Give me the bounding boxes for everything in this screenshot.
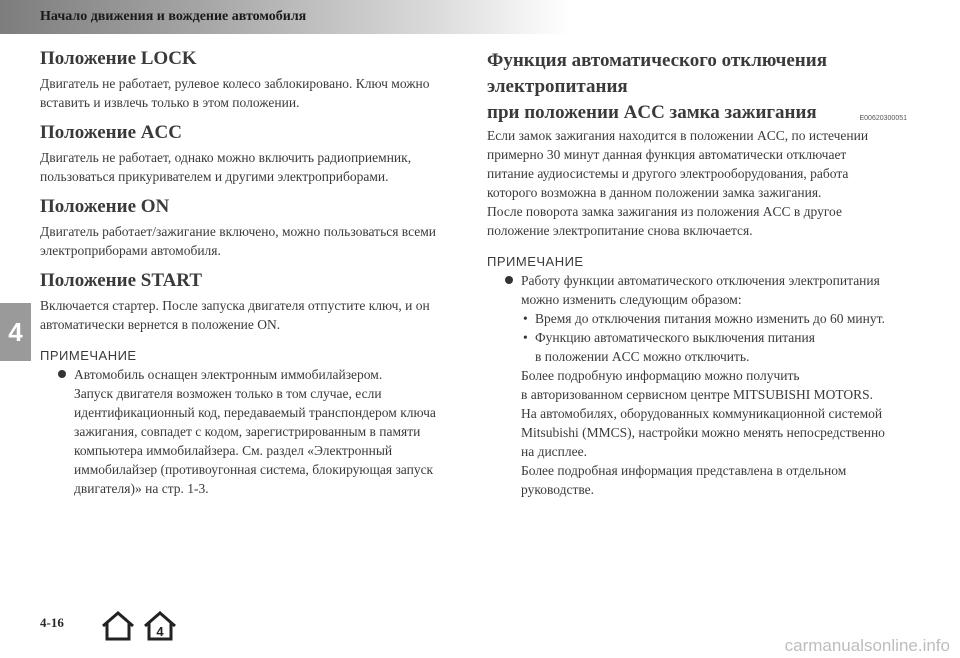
header-title: Начало движения и вождение автомобиля	[40, 9, 307, 24]
section-line: Двигатель не работает, рулевое колесо заблокировано. Ключ можно	[40, 76, 430, 91]
body-line: питание аудиосистемы и другого электрооборудования, работа	[487, 166, 849, 181]
note-line: можно изменить следующим образом:	[521, 292, 742, 307]
header-band	[0, 0, 570, 34]
section-line: Двигатель не работает, однако можно включить радиоприемник,	[40, 150, 412, 165]
note-line: двигателя)» на стр. 1-3.	[74, 481, 209, 496]
body-line: Если замок зажигания находится в положении ACC, по истечении	[487, 128, 869, 143]
note-line: компьютера иммобилайзера. См. раздел «Электронный	[74, 443, 393, 458]
note-label: ПРИМЕЧАНИЕ	[487, 254, 584, 269]
section-lock	[40, 48, 460, 112]
home-chapter-label: 4	[156, 624, 164, 639]
note-line: Более подробную информацию можно получить	[521, 368, 800, 383]
section-line: автоматически вернется в положение ON.	[40, 317, 281, 332]
home-outline-icon[interactable]	[100, 610, 136, 642]
section-line: Включается стартер. После запуска двигателя отпустите ключ, и он	[40, 298, 430, 313]
chapter-number: 4	[8, 316, 23, 347]
chapter-tab	[0, 303, 31, 361]
note-line: На автомобилях, оборудованных коммуникационной системой	[521, 406, 883, 421]
note-line: зажигания, совпадет с кодом, зарегистрированным в памяти	[74, 424, 421, 439]
watermark: carmanualsonline.info	[784, 636, 950, 655]
note-line: на дисплее.	[521, 444, 587, 459]
section-line: Двигатель работает/зажигание включено, можно пользоваться всеми	[40, 224, 437, 239]
section-title-on: Положение ON	[40, 196, 170, 217]
page-number: 4-16	[40, 615, 64, 630]
section-line: электроприборами автомобиля.	[40, 243, 221, 258]
section-line: пользоваться прикуривателем и другими электроприборами.	[40, 169, 389, 184]
body-line: которого возможна в данном положении замка зажигания.	[487, 185, 822, 200]
body-line: положение электропитание снова включается.	[487, 223, 753, 238]
sub-bullet-line: в положении ACC можно отключить.	[535, 349, 750, 364]
sub-bullet-item: • Функцию автоматического выключения питания	[487, 328, 907, 347]
nav-icons	[100, 610, 178, 642]
right-title-row	[487, 100, 907, 126]
note-line: идентификационный код, передаваемый транспондером ключа	[74, 405, 436, 420]
right-title-line-1: Функция автоматического отключения электропитания	[487, 50, 827, 97]
home-chapter-4-icon[interactable]	[142, 610, 178, 642]
doc-code: E00620300051	[859, 115, 907, 122]
section-acc	[40, 122, 460, 186]
right-column	[487, 48, 907, 499]
note-bullet-item: Работу функции автоматического отключения электропитания	[487, 271, 907, 290]
note-bullet-item: Автомобиль оснащен электронным иммобилайзером.	[40, 365, 460, 384]
body-line: примерно 30 минут данная функция автоматически отключает	[487, 147, 847, 162]
body-line: После поворота замка зажигания из положения ACC в другое	[487, 204, 842, 219]
sub-bullet-item: • Время до отключения питания можно изменить до 60 минут.	[487, 309, 907, 328]
section-start	[40, 270, 460, 334]
right-title-line-2: при положении ACC замка зажигания	[487, 102, 817, 123]
note-line: Запуск двигателя возможен только в том случае, если	[74, 386, 382, 401]
section-title-start: Положение START	[40, 270, 203, 291]
section-title-acc: Положение ACC	[40, 122, 182, 143]
note-line: Mitsubishi (MMCS), настройки можно менять непосредственно	[521, 425, 885, 440]
note-line: в авторизованном сервисном центре MITSUBISHI MOTORS.	[521, 387, 874, 402]
note-line: иммобилайзер (противоугонная система, блокирующая запуск	[74, 462, 434, 477]
section-line: вставить и извлечь только в этом положении.	[40, 95, 300, 110]
left-column	[40, 48, 460, 498]
section-on	[40, 196, 460, 260]
note-line: Более подробная информация представлена в отдельном	[521, 463, 847, 478]
note-line: руководстве.	[521, 482, 595, 497]
section-title-lock: Положение LOCK	[40, 48, 197, 69]
note-label: ПРИМЕЧАНИЕ	[40, 348, 137, 363]
